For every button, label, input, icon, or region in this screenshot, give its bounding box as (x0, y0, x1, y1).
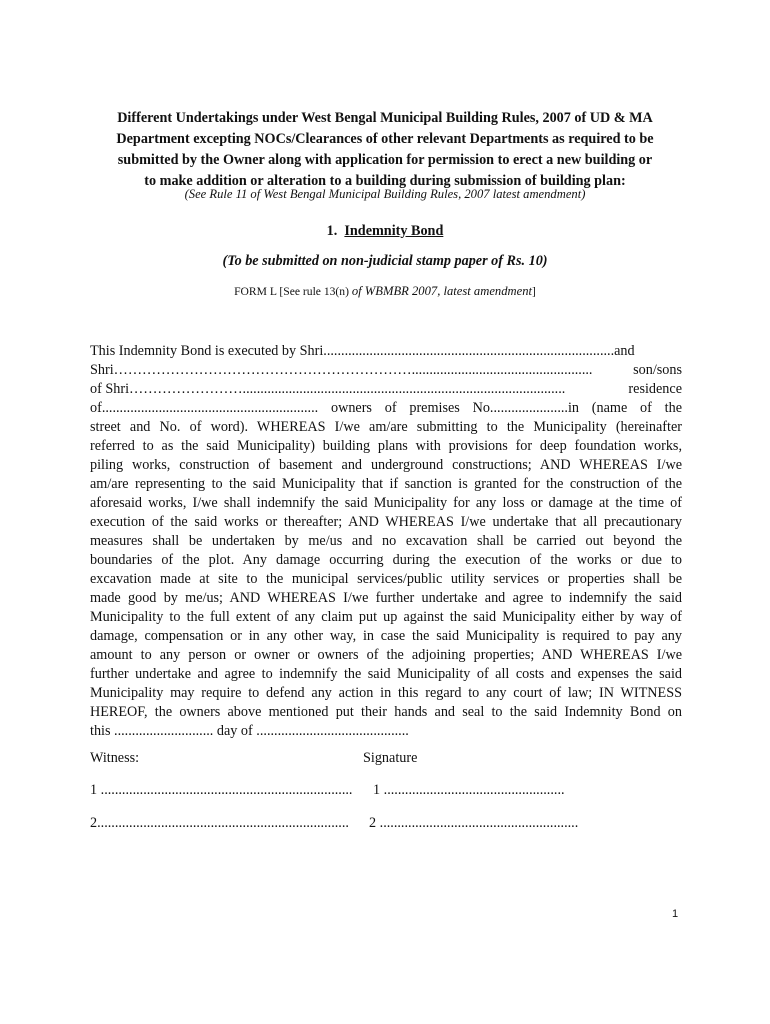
bond-body (90, 342, 682, 741)
blank-field: of Shri……………………........................................................................................... (90, 381, 566, 397)
stamp-paper-note: (To be submitted on non-judicial stamp paper of Rs. 10) (222, 253, 548, 269)
bond-line (90, 380, 682, 399)
section-name: Indemnity Bond (344, 223, 444, 239)
section-title (60, 223, 710, 240)
signature-1-line: 1 ................................................... (373, 782, 565, 798)
signature-label: Signature (363, 750, 418, 766)
heading-line: Department excepting NOCs/Clearances of other relevant Departments as required to be (116, 131, 654, 147)
bond-line (90, 361, 682, 380)
signature-2-line: 2 ........................................................ (369, 815, 579, 831)
witness-2-line: 2....................................................................... (90, 815, 349, 831)
bond-line: Municipality may require to defend any action in this regard to any court of law; IN WITNESS (90, 685, 682, 701)
bond-line: damage, compensation or in any other way, in case the said Municipality is required to pay any (90, 628, 682, 644)
bond-text: This Indemnity Bond is executed by Shri (90, 343, 324, 359)
form-prefix: FORM L [See rule 13(n) (234, 285, 352, 298)
section-number: 1. (326, 223, 338, 239)
witness-1-line: 1 ....................................................................... (90, 782, 353, 798)
heading-line: Different Undertakings under West Bengal Municipal Building Rules, 2007 of UD & MA (117, 110, 653, 126)
bond-text: and (614, 343, 635, 359)
bond-line: amount to any person or owner or owners of the adjoining properties; AND WHEREAS I/we (90, 647, 682, 663)
bond-line: aforesaid works, I/we shall indemnify the said Municipality for any loss or damage at the time of (90, 495, 682, 511)
bond-line: measures shall be undertaken by me/us and no excavation shall be carried out beyond the (90, 533, 682, 549)
heading-line: submitted by the Owner along with application for permission to erect a new building or (117, 152, 653, 168)
bond-line: referred to as the said Municipality) building plans with provisions for deep foundation works, (90, 438, 682, 454)
bond-text: residence (628, 381, 682, 397)
form-reference (60, 284, 710, 299)
rule-reference: (See Rule 11 of West Bengal Municipal Building Rules, 2007 latest amendment) (184, 187, 586, 201)
form-suffix: ] (532, 285, 536, 298)
page-number: 1 (672, 908, 679, 920)
bond-line: further undertake and agree to indemnify the said Municipality of all costs and expenses the said (90, 666, 682, 682)
bond-line: piling works, construction of basement and underground constructions; AND WHEREAS I/we (90, 457, 682, 473)
bond-line: boundaries of the plot. Any damage occurring during the execution of the works or due to (90, 552, 682, 568)
blank-field: .................................................................................. (323, 343, 615, 359)
form-italic: of WBMBR 2007, latest amendment (351, 284, 532, 298)
bond-line: HEREOF, the owners above mentioned put their hands and seal to the said Indemnity Bond on (90, 704, 682, 720)
witness-label: Witness: (90, 750, 140, 766)
bond-line (90, 342, 682, 361)
bond-line: of............................................................. owners of premises No......................in (name of the (90, 400, 682, 416)
heading-line: to make addition or alteration to a building during submission of building plan: (144, 173, 626, 189)
bond-text: son/sons (633, 362, 682, 378)
document-heading (60, 108, 710, 192)
bond-line: made good by me/us; AND WHEREAS I/we further undertake and agree to indemnify the said (90, 590, 682, 606)
bond-line: excavation made at site to the municipal services/public utility services or properties shall be (90, 571, 682, 587)
blank-field: Shri………………………………………………………................................................... (90, 362, 593, 378)
bond-line: Municipality to the full extent of any claim put up against the said Municipality either by way of (90, 609, 682, 625)
bond-line: street and No. of word). WHEREAS I/we am/are submitting to the Municipality (hereinafter (90, 419, 682, 435)
bond-line: am/are representing to the said Municipality that if sanction is granted for the construction of the (90, 476, 682, 492)
bond-line: this ............................ day of ........................................... (90, 723, 409, 739)
bond-line: execution of the said works or thereafter; AND WHEREAS I/we undertake that all precautionary (90, 514, 682, 530)
